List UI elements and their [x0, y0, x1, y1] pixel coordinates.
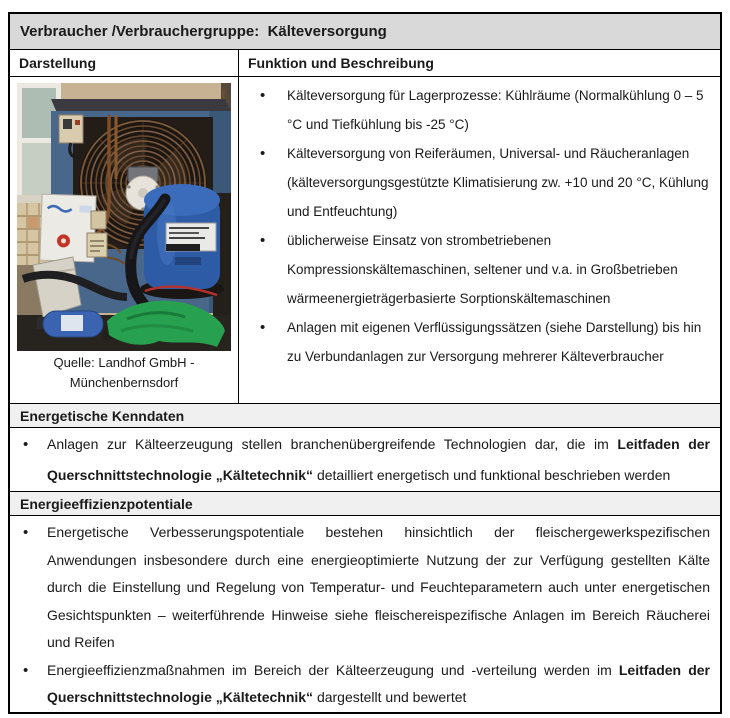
filter-drier	[37, 311, 103, 337]
effizienz-bullet-1: • Energetische Verbesserungspotentiale bestehen hinsichtlich der fleischergewerkspezifischen Anwendungen insbesondere durch eine energieoptimierte Nutzung der zur Verfügung gestellten Kälte durch die Einstellung und Regelung von Temperatur- und Feuchteparametern auch unter energetischen Gesichtspunkten – weiterführende Hinweise siehe fleischereispezifische Anlagen im Bereich Räucherei und Reifen	[10, 519, 710, 657]
funktion-bullet-4: • Anlagen mit eigenen Verflüssigungssätzen (siehe Darstellung) bis hin zu Verbundanlagen zur Versorgung mehrerer Kälteverbraucher	[239, 313, 712, 371]
funktion-bullet-2: • Kälteversorgung von Reiferäumen, Universal- und Räucheranlagen (kälteversorgungsgestützte Klimatisierung zw. +10 und 20 °C, Kühlung und Entfeuchtung)	[239, 139, 712, 226]
photo-caption: Quelle: Landhof GmbH - Münchenbernsdorf	[53, 355, 195, 390]
funktion-bullet-list	[239, 81, 712, 371]
consumer-group-table	[8, 12, 722, 714]
title-row	[10, 14, 720, 50]
unit-top-panel	[51, 99, 231, 113]
kenndaten-body	[10, 428, 720, 492]
funktion-cell	[239, 77, 720, 403]
funktion-bullet-3: • üblicherweise Einsatz von strombetriebenen Kompressionskältemaschinen, seltener und v.a. in Großbetrieben wärmeenergieträgerbasierte Sorptionskältemaschinen	[239, 226, 712, 313]
funktion-bullet-1: • Kälteversorgung für Lagerprozesse: Kühlräume (Normalkühlung 0 – 5 °C und Tiefkühlung bis -25 °C)	[239, 81, 712, 139]
compressor	[140, 184, 224, 299]
effizienz-body	[10, 516, 720, 712]
effizienz-bullet-2: • Energieeffizienzmaßnahmen im Bereich der Kälteerzeugung und -verteilung werden im Leitfaden der Querschnittstechnologie „Kältetechnik“ dargestellt und bewertet	[10, 657, 710, 712]
column-header-funktion: Funktion und Beschreibung	[248, 55, 434, 71]
section-header-effizienz: Energieeffizienzpotentiale	[10, 492, 720, 516]
equipment-photo	[17, 83, 231, 351]
section-header-kenndaten: Energetische Kenndaten	[10, 404, 720, 428]
column-header-darstellung: Darstellung	[10, 50, 239, 76]
darstellung-cell	[10, 77, 239, 403]
body-row	[10, 77, 720, 404]
kenndaten-bullet: • Anlagen zur Kälteerzeugung stellen branchenübergreifende Technologien dar, die im Leitfaden der Querschnittstechnologie „Kältetechnik“ detailliert energetisch und funktional beschrieben werden	[10, 429, 710, 491]
page-title: Verbraucher /Verbrauchergruppe: Kälteversorgung	[20, 23, 387, 40]
column-header-row	[10, 50, 720, 77]
